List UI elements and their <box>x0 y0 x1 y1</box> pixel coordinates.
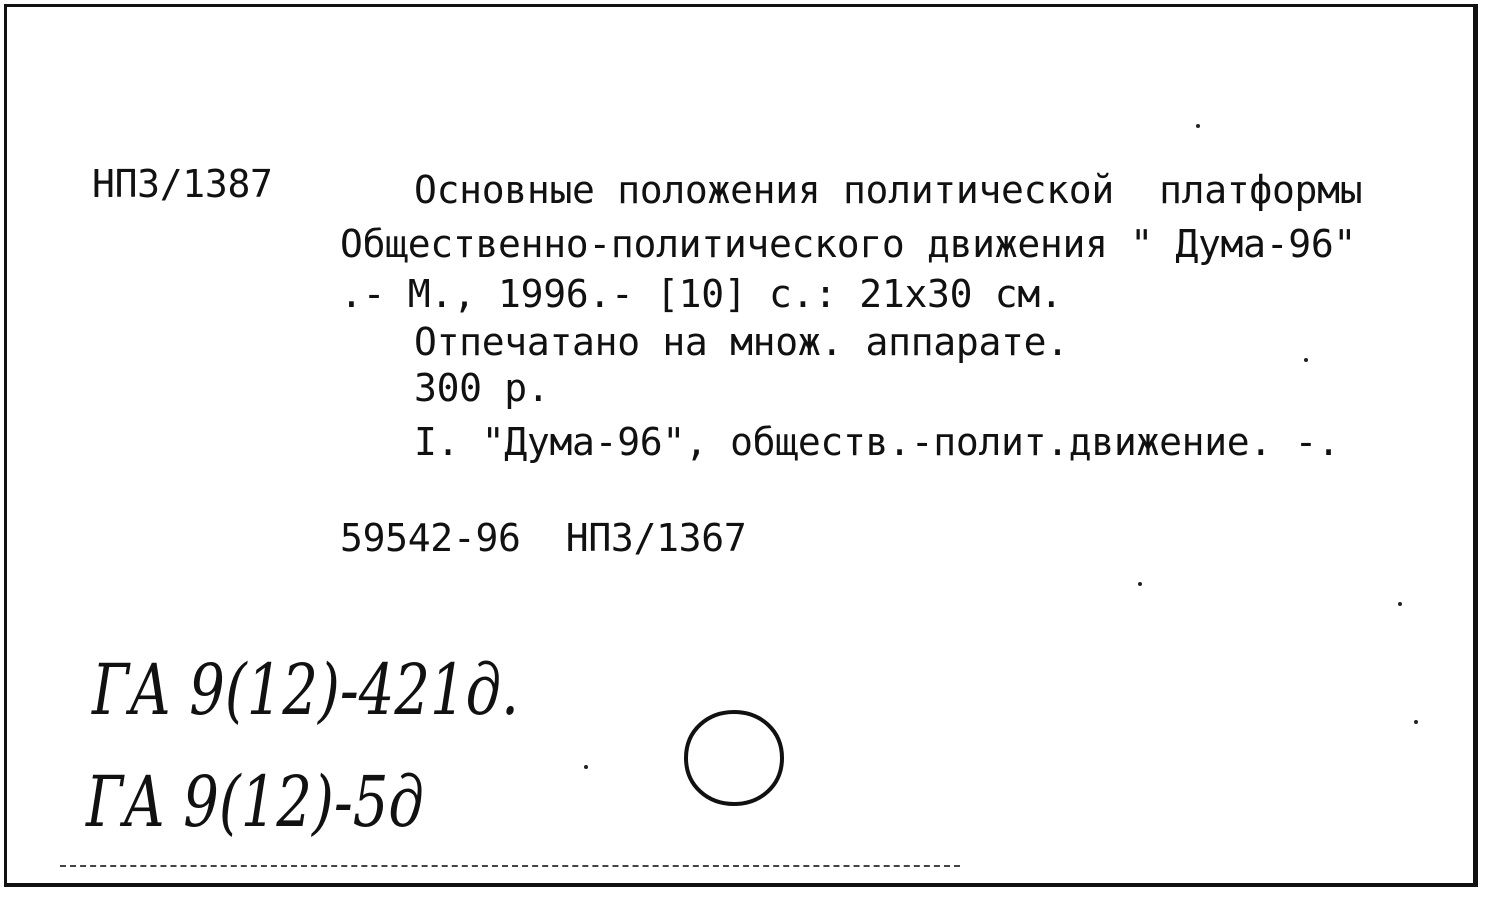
scan-speck <box>1304 358 1308 362</box>
handwritten-shelfmark-1: ГА 9(12)-421д. <box>92 649 519 731</box>
call-number: НПЗ/1387 <box>92 162 273 206</box>
title-line-2: Общественно-политического движения " Дума-96" <box>340 222 1357 266</box>
scan-speck <box>1196 124 1200 128</box>
handwritten-shelfmark-2: ГА 9(12)-5д <box>86 761 424 843</box>
scan-speck <box>1414 720 1418 724</box>
inventory-number: 59542-96 НПЗ/1367 <box>340 516 747 560</box>
scan-speck <box>1138 582 1142 586</box>
note-price: 300 р. <box>414 366 550 410</box>
imprint-line: .- М., 1996.- [10] с.: 21х30 см. <box>340 272 1063 316</box>
scan-speck <box>584 765 588 769</box>
note-printing: Отпечатано на множ. аппарате. <box>414 320 1069 364</box>
title-line-1: Основные положения политической платформы <box>414 168 1363 212</box>
scan-speck <box>1398 602 1402 606</box>
punch-hole-icon <box>678 706 790 810</box>
bottom-dashed-rule <box>60 865 960 867</box>
note-subject: I. "Дума-96", обществ.-полит.движение. -. <box>414 420 1340 464</box>
